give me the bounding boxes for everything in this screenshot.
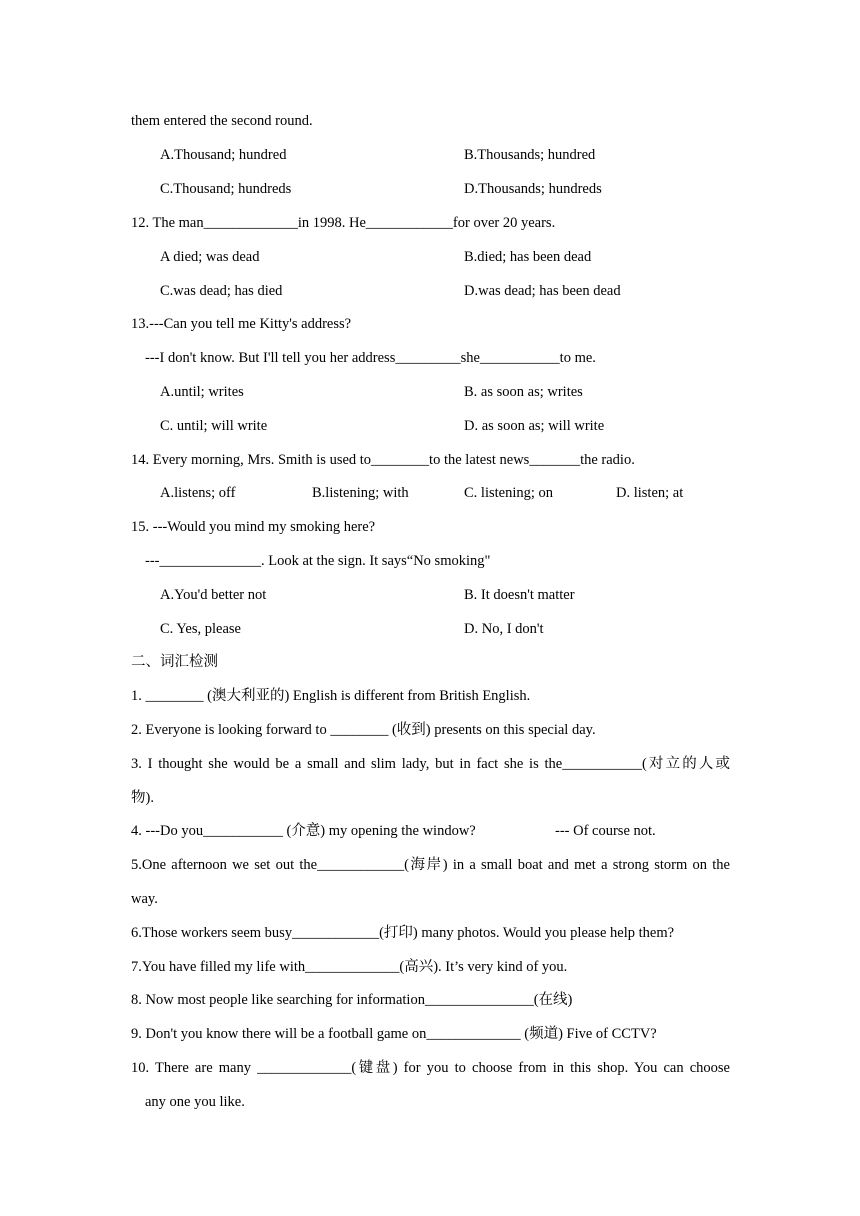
q12-option-d: D.was dead; has been dead xyxy=(464,283,621,299)
vocab-item-4: 4. ---Do you___________ (介意) my opening the window? xyxy=(131,823,476,839)
vocab-item-10-line2: any one you like. xyxy=(145,1094,245,1110)
q15-option-a: A.You'd better not xyxy=(160,587,267,603)
vocab-item-5-line2: way. xyxy=(131,891,158,907)
q14-stem: 14. Every morning, Mrs. Smith is used to________to the latest news_______the radio. xyxy=(131,452,635,468)
vocab-item-2: 2. Everyone is looking forward to ________ (收到) presents on this special day. xyxy=(131,722,596,738)
q15-option-c: C. Yes, please xyxy=(160,621,241,637)
vocab-item-7: 7.You have filled my life with_____________(高兴). It’s very kind of you. xyxy=(131,959,568,975)
vocab-item-9: 9. Don't you know there will be a football game on_____________ (频道) Five of CCTV? xyxy=(131,1026,657,1042)
vocab-item-3-line1: 3. I thought she would be a small and slim lady, but in fact she is the___________(对立的人或 xyxy=(131,756,730,772)
q11-option-a: A.Thousand; hundred xyxy=(160,147,287,163)
vocab-item-8: 8. Now most people like searching for information_______________(在线) xyxy=(131,992,573,1008)
q12-option-c: C.was dead; has died xyxy=(160,283,283,299)
q13-option-b: B. as soon as; writes xyxy=(464,384,583,400)
q11-option-d: D.Thousands; hundreds xyxy=(464,181,602,197)
q15-stem-line2: ---______________. Look at the sign. It says“No smoking" xyxy=(145,553,491,569)
vocab-item-10-line1: 10. There are many _____________(键盘) for you to choose from in this shop. You can choose xyxy=(131,1060,730,1076)
q13-stem-line2: ---I don't know. But I'll tell you her address_________she___________to me. xyxy=(145,350,596,366)
vocab-item-5-line1: 5.One afternoon we set out the____________(海岸) in a small boat and met a strong storm on the xyxy=(131,857,730,873)
q13-stem: 13.---Can you tell me Kitty's address? xyxy=(131,316,352,332)
vocab-item-1: 1. ________ (澳大利亚的) English is different from British English. xyxy=(131,688,531,704)
section-title: 二、词汇检测 xyxy=(131,654,218,670)
q14-option-c: C. listening; on xyxy=(464,485,554,501)
q13-option-a: A.until; writes xyxy=(160,384,244,400)
q14-option-d: D. listen; at xyxy=(616,485,684,501)
vocab-item-6: 6.Those workers seem busy____________(打印) many photos. Would you please help them? xyxy=(131,925,675,941)
q12-option-b: B.died; has been dead xyxy=(464,249,592,265)
q12-option-a: A died; was dead xyxy=(160,249,260,265)
vocab-item-4-reply: --- Of course not. xyxy=(555,823,656,839)
q11-option-c: C.Thousand; hundreds xyxy=(160,181,292,197)
q15-option-b: B. It doesn't matter xyxy=(464,587,575,603)
q12-stem: 12. The man_____________in 1998. He____________for over 20 years. xyxy=(131,215,556,231)
q11-option-b: B.Thousands; hundred xyxy=(464,147,596,163)
q15-option-d: D. No, I don't xyxy=(464,621,544,637)
q14-option-b: B.listening; with xyxy=(312,485,409,501)
q13-option-c: C. until; will write xyxy=(160,418,268,434)
q13-option-d: D. as soon as; will write xyxy=(464,418,605,434)
q14-option-a: A.listens; off xyxy=(160,485,236,501)
q11-stem-continued: them entered the second round. xyxy=(131,113,313,129)
vocab-item-3-line2: 物). xyxy=(131,790,154,806)
q15-stem: 15. ---Would you mind my smoking here? xyxy=(131,519,376,535)
